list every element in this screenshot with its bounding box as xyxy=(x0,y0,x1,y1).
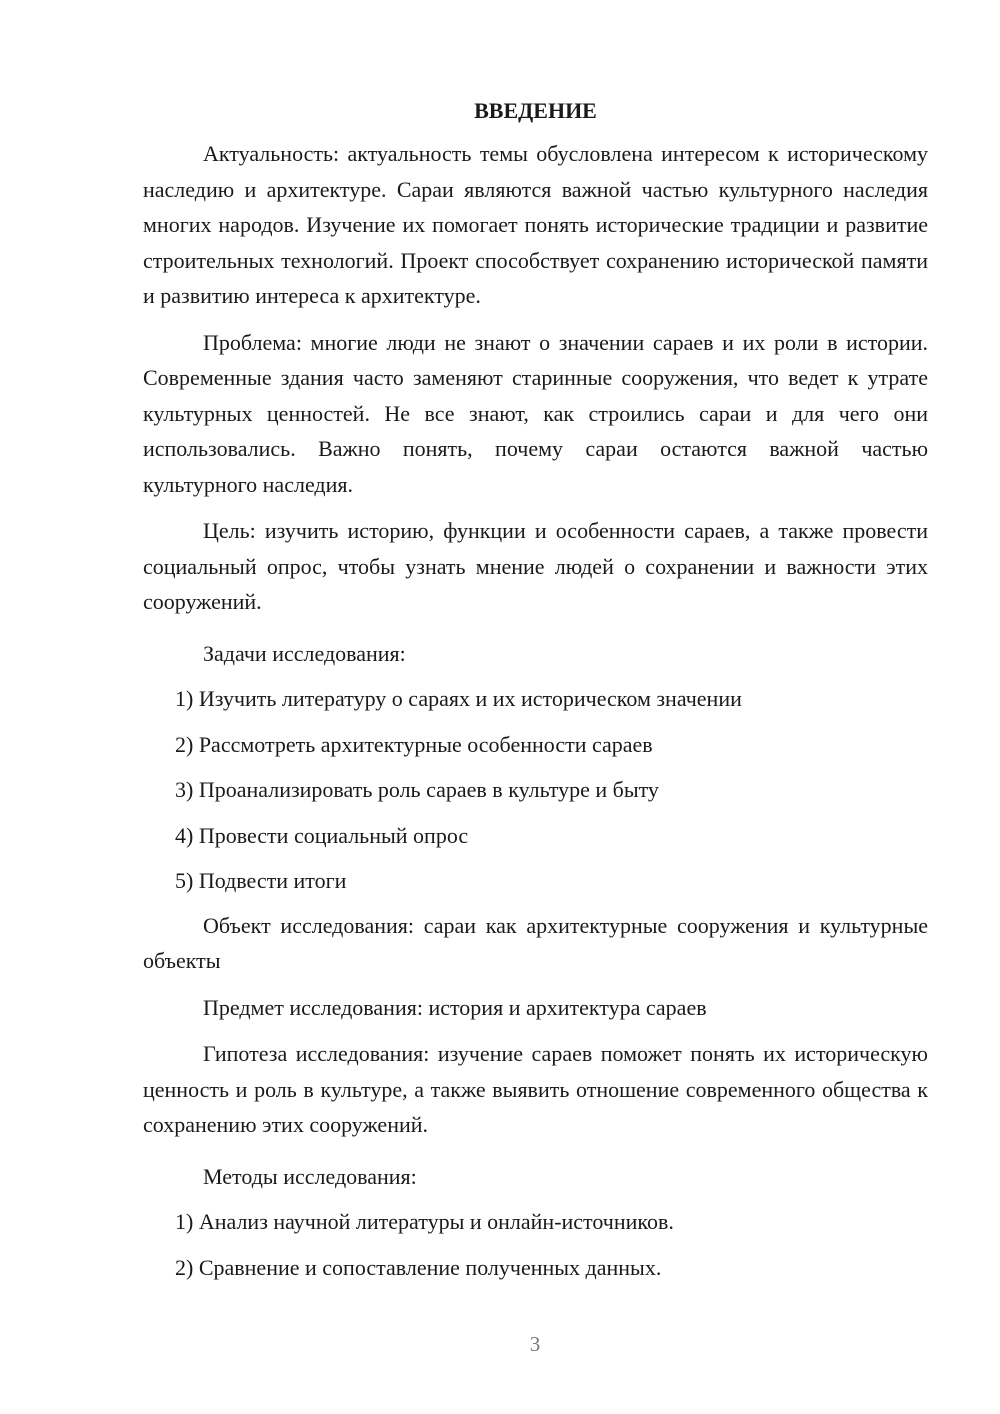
list-item: 1) Изучить литературу о сараях и их историческом значении xyxy=(175,686,742,711)
goal-paragraph: Цель: изучить историю, функции и особенности сараев, а также провести социальный опрос, чтобы узнать мнение людей о сохранении и важности этих сооружений. xyxy=(143,518,928,614)
page-content xyxy=(143,96,928,1290)
relevance-paragraph: Актуальность: актуальность темы обусловлена интересом к историческому наследию и архитектуре. Сараи являются важной частью культурного наследия многих народов. Изучение их помогает понять исторические традиции и развитие строительных технологий. Проект способствует сохранению исторической памяти и развитию интереса к архитектуре. xyxy=(143,141,928,308)
list-item: 5) Подвести итоги xyxy=(175,868,347,893)
tasks-label: Задачи исследования: xyxy=(203,640,406,666)
methods-label: Методы исследования: xyxy=(203,1163,417,1189)
object-paragraph: Объект исследования: сараи как архитектурные сооружения и культурные объекты xyxy=(143,912,928,973)
page-number: 3 xyxy=(529,1332,541,1356)
list-item: 1) Анализ научной литературы и онлайн-источников. xyxy=(175,1209,674,1234)
problem-paragraph: Проблема: многие люди не знают о значении сараев и их роли в истории. Современные здания часто заменяют старинные сооружения, что ведет к утрате культурных ценностей. Не все знают, как строились сараи и для чего они использовались. Важно понять, почему сараи остаются важной частью культурного наследия. xyxy=(143,329,928,497)
list-item: 2) Сравнение и сопоставление полученных данных. xyxy=(175,1254,662,1280)
list-item: 3) Проанализировать роль сараев в культуре и быту xyxy=(175,777,659,802)
page-title: ВВЕДЕНИЕ xyxy=(474,98,597,123)
list-item: 2) Рассмотреть архитектурные особенности сараев xyxy=(175,731,653,757)
methods-list xyxy=(143,1199,928,1290)
list-item: 4) Провести социальный опрос xyxy=(175,822,469,848)
subject-paragraph: Предмет исследования: история и архитектура сараев xyxy=(203,994,707,1020)
hypothesis-paragraph: Гипотеза исследования: изучение сараев поможет понять их историческую ценность и роль в культуре, а также выявить отношение современного общества к сохранению этих сооружений. xyxy=(143,1041,928,1137)
tasks-list xyxy=(143,676,928,904)
